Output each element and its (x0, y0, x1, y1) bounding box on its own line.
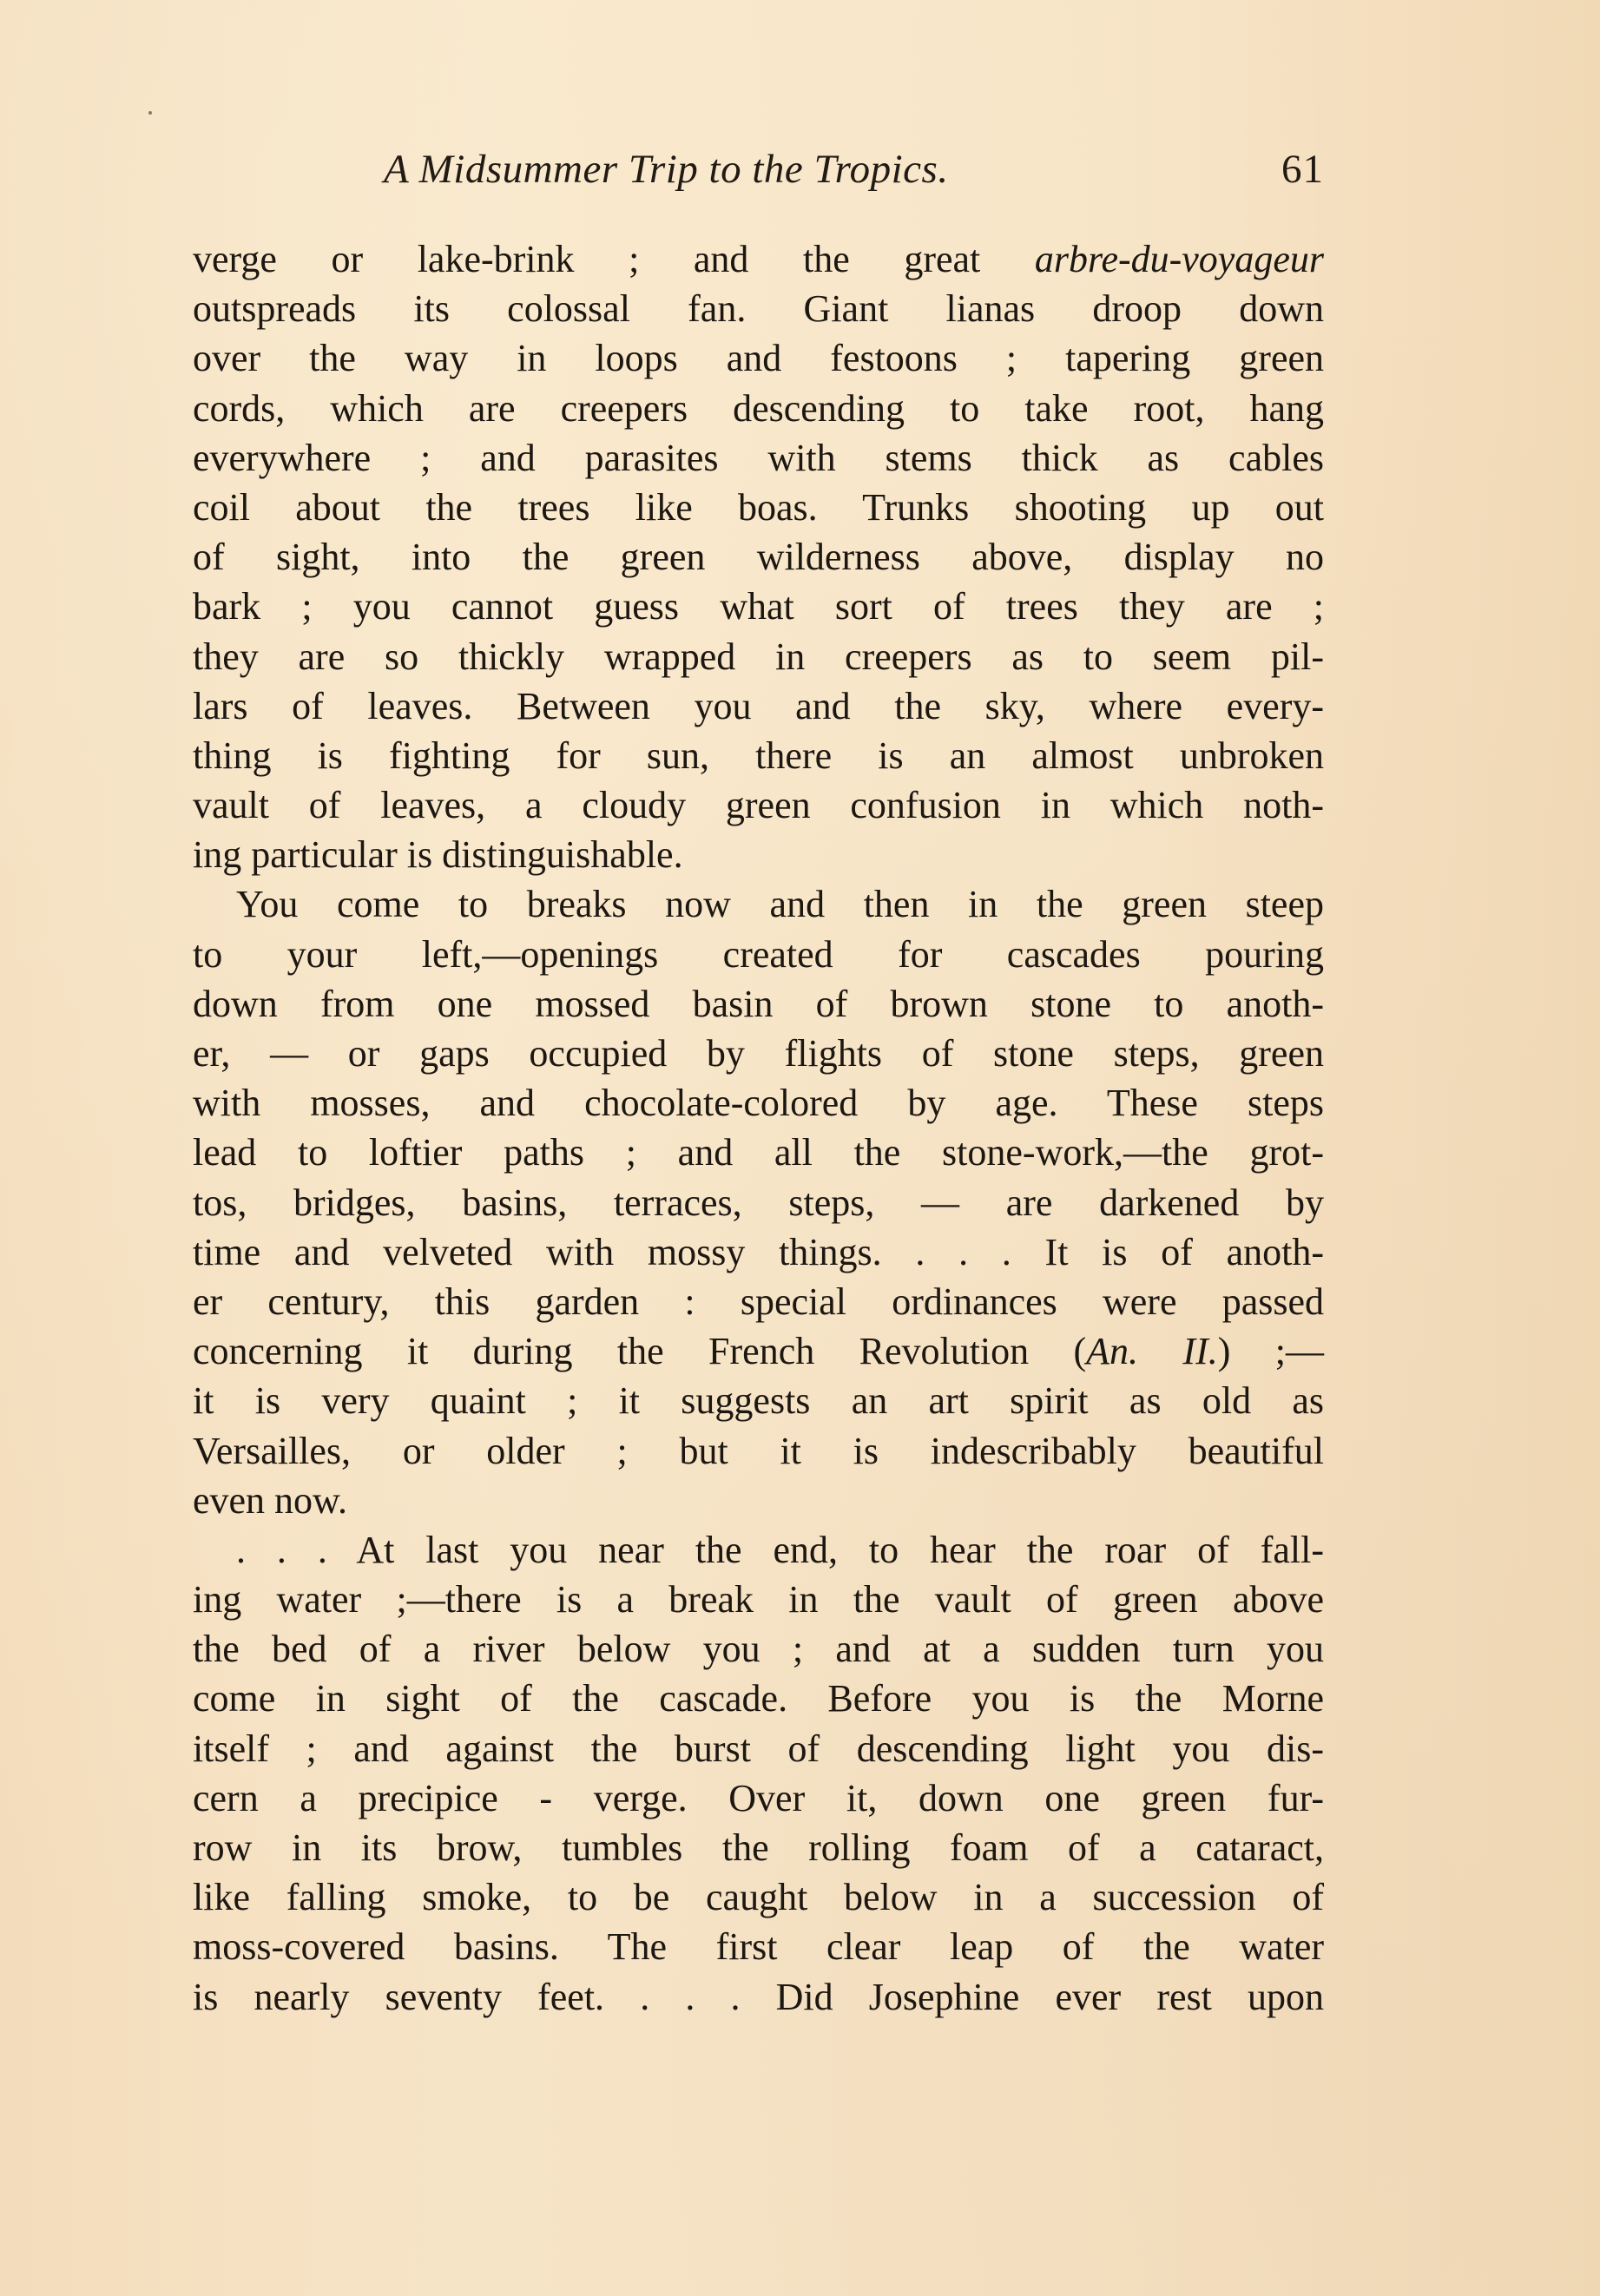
text-line: it is very quaint ; it suggests an art spirit as old as (193, 1379, 1324, 1423)
text-line: vault of leaves, a cloudy green confusion in which noth- (193, 784, 1324, 827)
text-line: moss-covered basins. The first clear leap of the water (193, 1925, 1324, 1969)
text-line: itself ; and against the burst of descending light you dis- (193, 1727, 1324, 1770)
text-line: thing is fighting for sun, there is an almost unbroken (193, 734, 1324, 777)
italic-phrase: An. II. (1086, 1330, 1218, 1373)
paragraph-start-line: . . . At last you near the end, to hear the roar of fall- (236, 1528, 1324, 1571)
text-line: time and velveted with mossy things. . . . It is of anoth- (193, 1230, 1324, 1273)
paper-speck (148, 111, 152, 115)
text-line: everywhere ; and parasites with stems thick as cables (193, 436, 1324, 479)
body-text (193, 234, 1324, 2022)
text-line: come in sight of the cascade. Before you is the Morne (193, 1677, 1324, 1720)
text-line: the bed of a river below you ; and at a sudden turn you (193, 1628, 1324, 1671)
text-line: with mosses, and chocolate-colored by age. These steps (193, 1082, 1324, 1125)
paragraph-start-line: You come to breaks now and then in the green steep (236, 883, 1324, 926)
text-line: lars of leaves. Between you and the sky, where every- (193, 684, 1324, 727)
text-line: lead to loftier paths ; and all the stone-work,—the grot- (193, 1131, 1324, 1174)
text-line: concerning it during the French Revolution (An. II.) ;— (193, 1330, 1324, 1373)
text-line: cern a precipice - verge. Over it, down one green fur- (193, 1776, 1324, 1819)
text-line: like falling smoke, to be caught below in a succession of (193, 1876, 1324, 1919)
text-line: outspreads its colossal fan. Giant lianas droop down (193, 287, 1324, 331)
text-line: ing water ;—there is a break in the vault of green above (193, 1578, 1324, 1622)
text-line: bark ; you cannot guess what sort of trees they are ; (193, 585, 1324, 628)
paragraph-end-line: ing particular is distinguishable. (193, 833, 683, 877)
running-head (193, 146, 1324, 198)
text-line: down from one mossed basin of brown stone to anoth- (193, 982, 1324, 1025)
text-line: they are so thickly wrapped in creepers as to seem pil- (193, 635, 1324, 678)
text-line: er century, this garden : special ordinances were passed (193, 1280, 1324, 1323)
paragraph-end-line: even now. (193, 1478, 347, 1522)
text-line: coil about the trees like boas. Trunks shooting up out (193, 485, 1324, 529)
text-line: er, — or gaps occupied by flights of stone steps, green (193, 1032, 1324, 1075)
text-line: to your left,—openings created for cascades pouring (193, 932, 1324, 976)
text-line: cords, which are creepers descending to take root, hang (193, 386, 1324, 430)
text-line: tos, bridges, basins, terraces, steps, — are darkened by (193, 1181, 1324, 1224)
text-line: over the way in loops and festoons ; tapering green (193, 337, 1324, 380)
text-line: is nearly seventy feet. . . . Did Josephine ever rest upon (193, 1975, 1324, 2018)
italic-phrase: arbre-du-voyageur (1034, 238, 1324, 280)
text-line: verge or lake-brink ; and the great arbre-du-voyageur (193, 238, 1324, 280)
page-number: 61 (1281, 147, 1324, 192)
text-line: of sight, into the green wilderness above, display no (193, 536, 1324, 579)
text-line: Versailles, or older ; but it is indescribably beautiful (193, 1429, 1324, 1472)
running-title: A Midsummer Trip to the Tropics. (384, 147, 949, 192)
text-line: row in its brow, tumbles the rolling foam of a cataract, (193, 1826, 1324, 1869)
